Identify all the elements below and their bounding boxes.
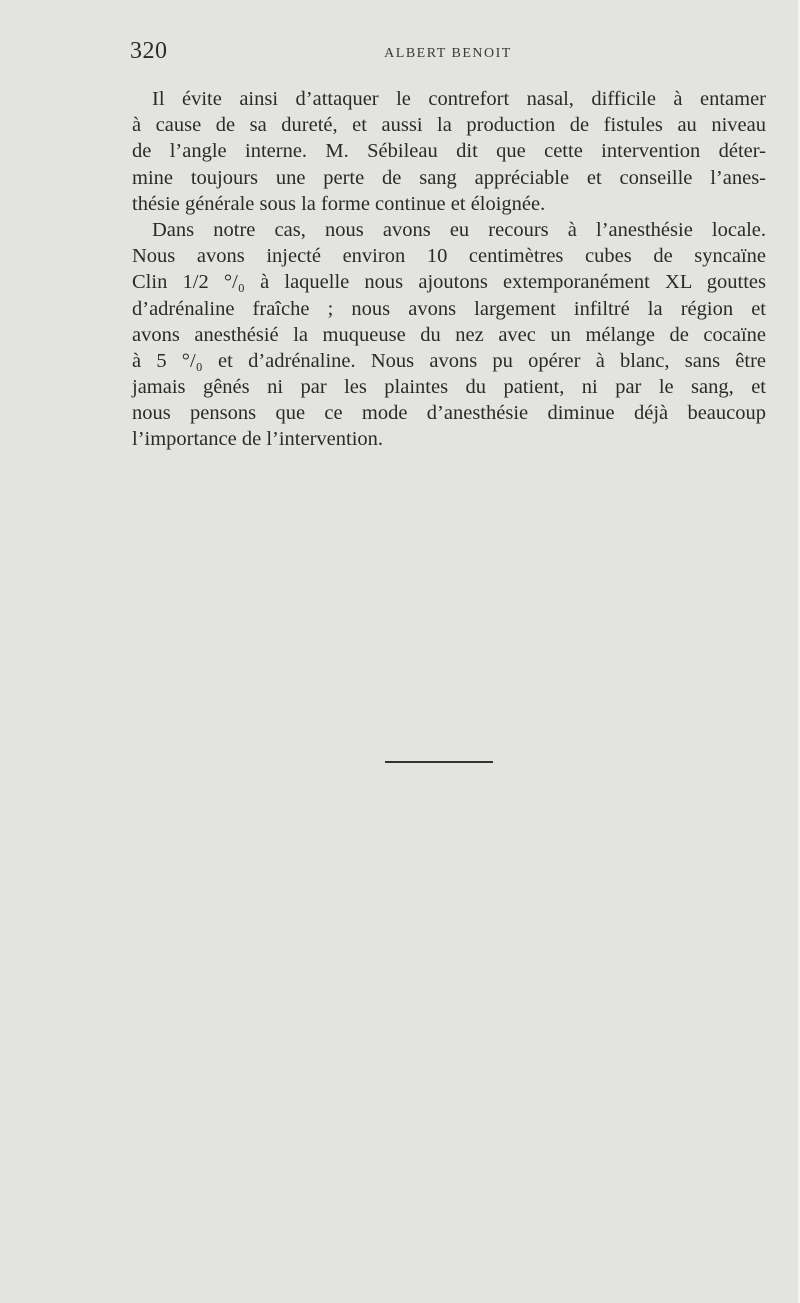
text-line: Nous avons injecté environ 10 centimètres cubes de syncaïne bbox=[132, 245, 766, 268]
text-line: jamais gênés ni par les plaintes du patient, ni par le sang, et bbox=[132, 376, 766, 399]
running-head: ALBERT BENOIT bbox=[384, 46, 512, 61]
paragraph bbox=[132, 217, 766, 453]
body-text bbox=[132, 86, 766, 453]
paragraph bbox=[132, 86, 766, 217]
page-number: 320 bbox=[130, 38, 168, 64]
text-line: Il évite ainsi d’attaquer le contrefort nasal, difficile à entamer bbox=[152, 88, 766, 110]
page-header bbox=[130, 38, 766, 68]
text-line: Dans notre cas, nous avons eu recours à l’anesthésie locale. bbox=[152, 218, 766, 241]
text-line: Clin 1/2 °/₀ à laquelle nous ajoutons extemporanément XL gouttes bbox=[132, 271, 766, 294]
text-line: de l’angle interne. M. Sébileau dit que cette intervention déter- bbox=[132, 140, 766, 163]
text-line: à 5 °/₀ et d’adrénaline. Nous avons pu opérer à blanc, sans être bbox=[132, 349, 766, 372]
text-line: thésie générale sous la forme continue et éloignée. bbox=[132, 192, 546, 215]
text-line: mine toujours une perte de sang appréciable et conseille l’anes- bbox=[132, 166, 766, 189]
text-line: nous pensons que ce mode d’anesthésie diminue déjà beaucoup bbox=[132, 402, 766, 425]
section-end-rule bbox=[385, 761, 493, 763]
text-line: à cause de sa dureté, et aussi la production de fistules au niveau bbox=[132, 114, 766, 137]
text-line: avons anesthésié la muqueuse du nez avec un mélange de cocaïne bbox=[132, 323, 766, 346]
text-line: l’importance de l’intervention. bbox=[132, 428, 384, 451]
text-line: d’adrénaline fraîche ; nous avons largement infiltré la région et bbox=[132, 297, 766, 320]
